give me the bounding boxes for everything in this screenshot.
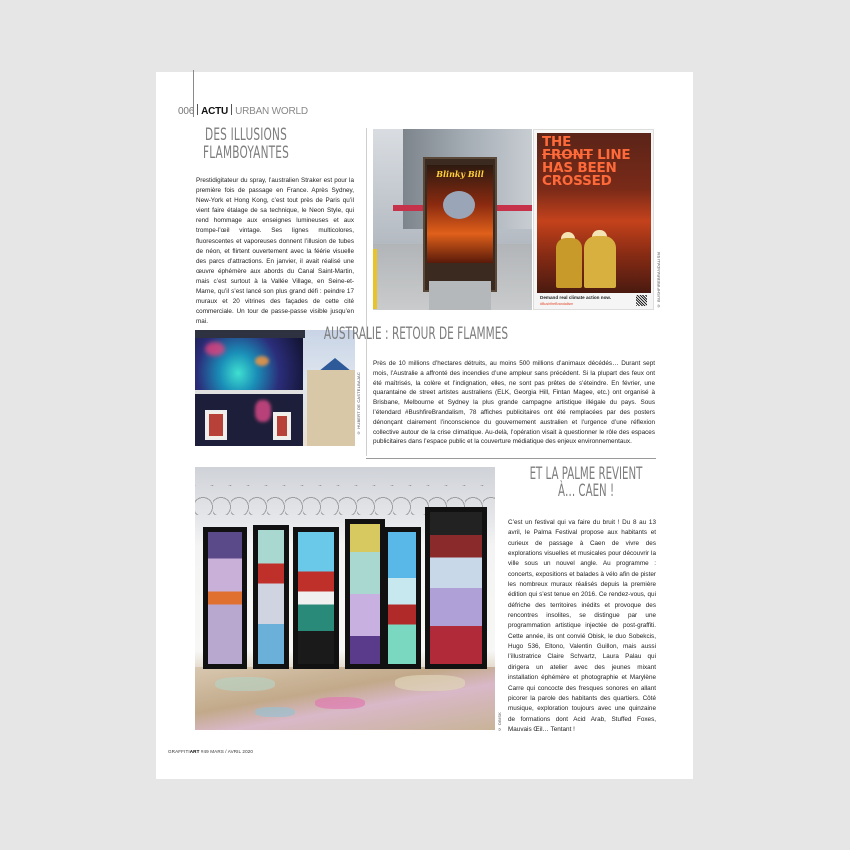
magazine-name-bold: ART (189, 749, 200, 754)
section-header (178, 104, 308, 117)
article-3-body: C’est un festival qui va faire du bruit ! Du 8 au 13 avril, le Palma Festival propose aux habitants et curieux de passage à Caen de vivre des explorations visuelles et musicales pour découvrir la ville sous un nouvel angle. Au programme : concerts, expositions et balades à vélo afin de pister les nombreux muraux réalisés depuis la première édition qui s’est tenue en 2016. Ce rendez-vous, qui défriche des territoires inédits et provoque des rencontres insolites, se distingue par une programmation artistique injectée de post-graffiti. Cette année, ils ont convié Obisk, le duo Sobekcis, Hugo 536, Eltono, Valentin Guillon, mais aussi l’illustratrice Claire Schvartz, Laura Palau qui dirigera un atelier avec des jeunes mixant installation éphémère et photographie et Marylène Carre qui concocte des fresques sonores en allant picorer la parole des habitants des quartiers. Côté musique, exploration toujours avec une quinzaine de formations dont Acid Arab, Stuffed Foxes, Mauvais Œil… Tentant ! (508, 519, 656, 733)
section-divider (366, 458, 656, 459)
article-2-body: Près de 10 millions d’hectares détruits, au moins 500 millions d’animaux décédés… Durant sept mois, l’Australie a affronté des incendies d’une ampleur sans précédent. Si la plupart des feux ont été maîtrisés, la colère et l’indignation, elles, ne sont pas prêtes de s’éteindre. En février, une quarantaine de street artistes australiens (ELK, Georgia Hill, Fintan Magee, etc.) ont organisé à Brisbane, Melbourne et Sydney la plus grande campagne artistique illégale du pays. Sous l’étendard #BushfireBrandalism, 78 affiches publicitaires ont été remplacées par des posters dénonçant clairement l’inconscience du gouvernement australien et l’urgence d’une réflexion collective autour de la crise climatique. Au-delà, l’opération visait à questionner le rôle des espaces publicitaires dans l’espace public et la couverture médiatique des enjeux environnementaux. (373, 360, 655, 446)
poster-word: LINE (592, 147, 631, 163)
subsection-label: URBAN WORLD (235, 106, 308, 117)
divider (197, 104, 198, 115)
poster-line: CROSSED (542, 173, 612, 189)
qr-code-icon (636, 295, 647, 306)
headline-line: ET LA PALME REVIENT (529, 464, 643, 483)
poster-headline (542, 136, 652, 188)
firefighter-illustration (584, 236, 616, 288)
article-3-headline (512, 465, 661, 500)
article-1-body: Prestidigitateur du spray, l’australien Straker est pour la première fois de passage en France. Après Sydney, New-York et Hong Kong, c’est tout près de Paris qu’il vient faire étalage de sa technique, le Neon Style, qui rend hommage aux enseignes lumineuses et aux trompe-l’œil vintage. Ses lignes multicolores, fluorescentes et vaporeuses donnent l’illusion de tubes de néon, et flirtent ouvertement avec la féérie visuelle des parcs d’attractions. En janvier, il avait réalisé une œuvre éphémère aux abords du Canal Saint-Martin, mais c’est surtout à la Vallée Village, en Seine-et-Marne, qu’il s’est lancé son plus grand défi : peindre 17 muraux et 20 vitrines des façades de cette cité commerciale. Un tour de passe-passe visible jusqu’en mai. (196, 177, 354, 326)
palma-mural-photo (195, 467, 495, 730)
photo-credit: © BUSHFIREBRANDALISM (656, 252, 661, 309)
page-number: 006 (178, 106, 195, 117)
section-label: ACTU (201, 106, 229, 117)
headline-line: DES ILLUSIONS (205, 125, 287, 145)
headline-line: FLAMBOYANTES (203, 142, 289, 163)
poster-line: HAS BEEN (542, 160, 617, 176)
poster-title: Blinky Bill (436, 169, 484, 179)
poster-line: THE (542, 134, 572, 150)
firefighter-illustration (556, 238, 582, 288)
photo-credit: © OBISK (497, 712, 502, 732)
article-2-headline: AUSTRALIE : RETOUR DE FLAMMES (323, 324, 509, 344)
magazine-page (156, 72, 693, 779)
magazine-footer (168, 749, 253, 754)
magazine-name: GRAFFITI (168, 749, 190, 754)
poster-word: FRONT (542, 147, 593, 163)
poster-cta: Demand real climate action now. (540, 295, 612, 300)
column-divider (366, 128, 367, 456)
issue-date: MARS / AVRIL 2020 (210, 749, 254, 754)
photo-credit: © HUBERT DE CASTELBAJAC (356, 372, 361, 436)
koala-illustration (443, 191, 475, 219)
issue-number: #49 (200, 749, 209, 754)
divider (231, 104, 232, 115)
neon-facade-photo (195, 330, 355, 446)
blinky-bill-street-poster-photo (373, 129, 532, 310)
poster-hashtag: #BushfireBrandalism (540, 302, 574, 306)
climate-poster-photo (533, 129, 654, 310)
article-1-headline (178, 127, 314, 163)
headline-line: À… CAEN ! (557, 481, 615, 501)
